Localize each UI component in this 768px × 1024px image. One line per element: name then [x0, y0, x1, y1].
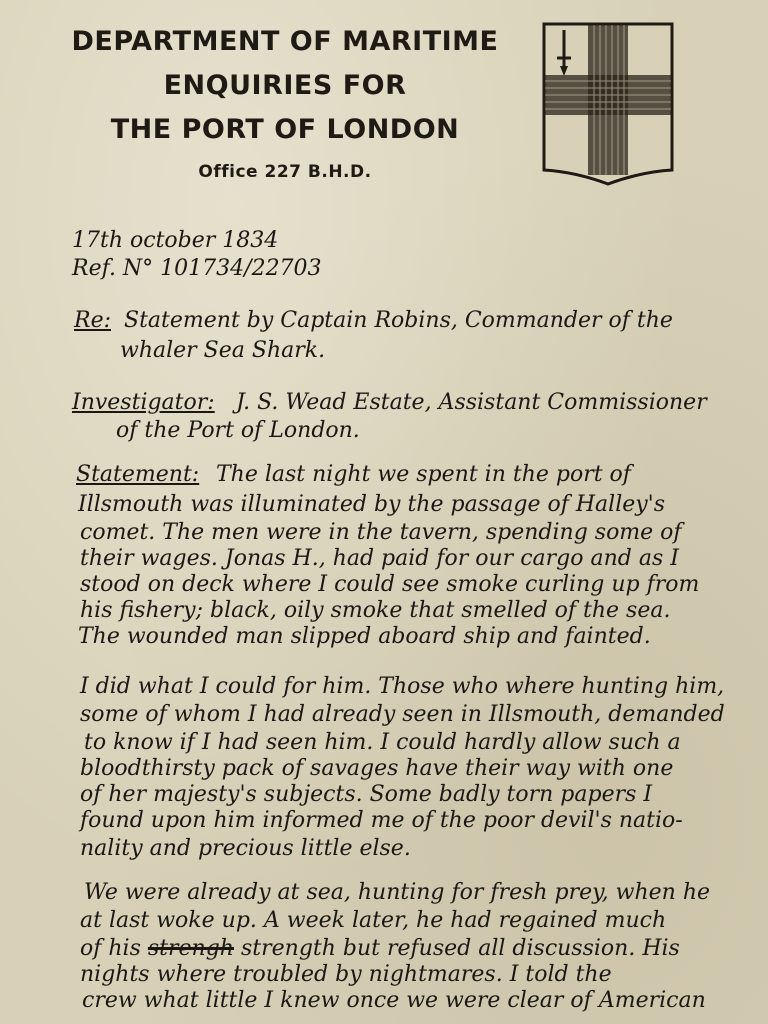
statement-line: their wages. Jonas H., had paid for our cargo and as I [80, 546, 679, 571]
statement-line: Illsmouth was illuminated by the passage of Halley's [78, 492, 666, 517]
statement-text: strength but refused all discussion. His [240, 936, 680, 961]
crest-shield-icon [540, 20, 676, 188]
department-subtitle: ENQUIRIES FOR [163, 70, 407, 101]
statement-line: The wounded man slipped aboard ship and fainted. [78, 624, 651, 649]
statement-line: stood on deck where I could see smoke curling up from [80, 572, 700, 597]
statement-line: The last night we spent in the port of [216, 462, 631, 487]
reference-number: Ref. N° 101734/22703 [72, 256, 322, 281]
department-title: DEPARTMENT OF MARITIME [71, 26, 499, 57]
statement-line: bloodthirsty pack of savages have their way with one [80, 756, 674, 781]
re-line-1: Statement by Captain Robins, Commander of the [124, 308, 673, 333]
statement-line: nights where troubled by nightmares. I told the [80, 962, 612, 987]
investigator-line-2: of the Port of London. [116, 418, 360, 443]
statement-line: crew what little I knew once we were clear of American [82, 988, 706, 1013]
investigator-label: Investigator: [72, 390, 215, 415]
statement-line: his fishery; black, oily smoke that smelled of the sea. [80, 598, 671, 623]
statement-line: found upon him informed me of the poor devil's natio- [80, 808, 683, 833]
office-number: Office 227 B.H.D. [198, 162, 372, 182]
port-title: THE PORT OF LONDON [110, 114, 460, 145]
date: 17th october 1834 [72, 228, 279, 253]
re-label: Re: [74, 308, 111, 333]
statement-line: I did what I could for him. Those who where hunting him, [80, 674, 725, 699]
statement-text: of his [80, 936, 141, 961]
statement-line: nality and precious little else. [80, 836, 411, 861]
statement-line: to know if I had seen him. I could hardly allow such a [84, 730, 681, 755]
statement-label: Statement: [76, 462, 200, 487]
statement-line: comet. The men were in the tavern, spending some of [80, 520, 682, 545]
investigator-line-1: J. S. Wead Estate, Assistant Commissioner [236, 390, 707, 415]
statement-line: at last woke up. A week later, he had regained much [80, 908, 667, 933]
struck-word: strengh [147, 936, 234, 961]
statement-line: of her majesty's subjects. Some badly torn papers I [80, 782, 653, 807]
re-line-2: whaler Sea Shark. [120, 338, 326, 363]
statement-line: We were already at sea, hunting for fresh prey, when he [84, 880, 711, 905]
letterhead [40, 20, 530, 182]
statement-line-3 [80, 936, 680, 961]
statement-line: some of whom I had already seen in Illsmouth, demanded [80, 702, 725, 727]
